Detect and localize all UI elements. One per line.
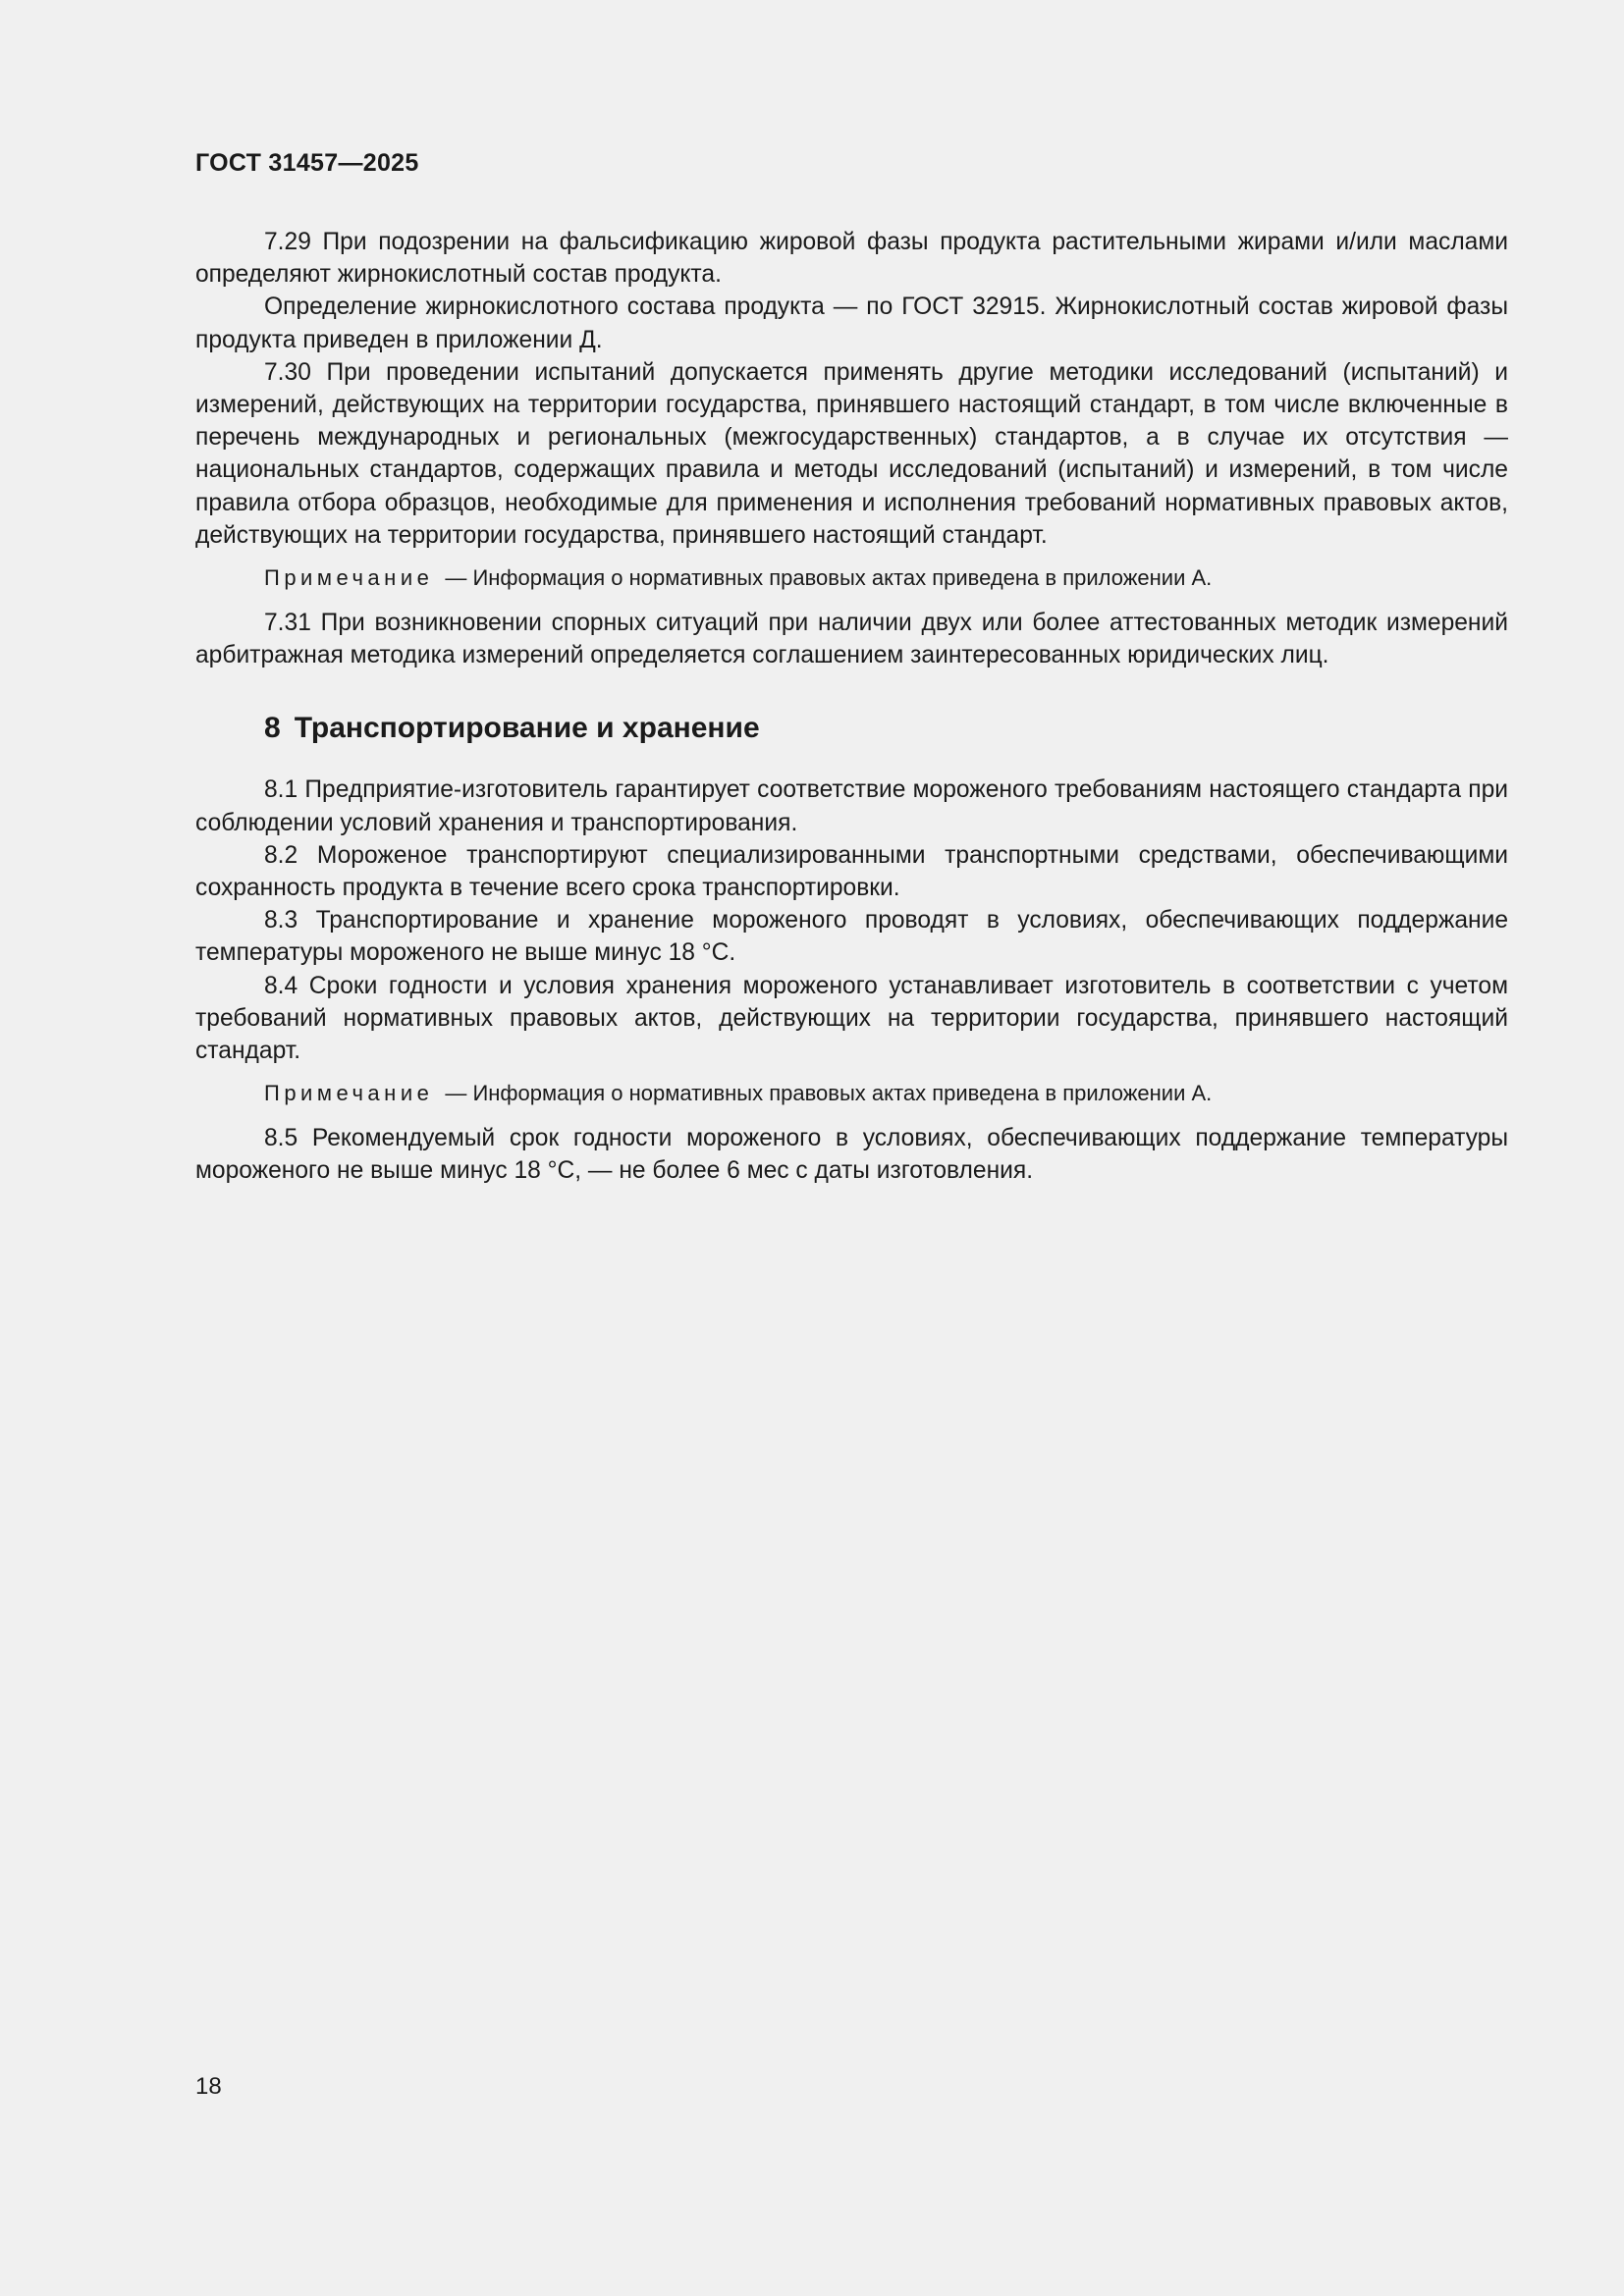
note-1 [195, 563, 1508, 593]
paragraph-7-29-continued: Определение жирнокислотного состава продукта — по ГОСТ 32915. Жирнокислотный состав жировой фазы продукта приведен в приложении Д. [195, 294, 1508, 353]
note-label: Примечание [264, 1081, 434, 1106]
note-label: Примечание [264, 565, 434, 591]
note-2 [195, 1079, 1508, 1108]
paragraph-7-30: 7.30 При проведении испытаний допускается применять другие методики исследований (испытаний) и измерений, действующих на территории государства, принявшего настоящий стандарт, в том числе включенные в перечень международных и региональных (межгосударственных) стандартов, а в случае их отсутствия — национальных стандартов, содержащих правила и методы исследований (испытаний) и измерений, в том числе правила отбора образцов, необходимые для применения и исполнения требований нормативных правовых актов, действующих на территории государства, принявшего настоящий стандарт. [195, 358, 1508, 549]
note-text: — Информация о нормативных правовых актах приведена в приложении А. [445, 1081, 1213, 1106]
section-number: 8 [264, 712, 281, 745]
paragraph-8-3: 8.3 Транспортирование и хранение мороженого проводят в условиях, обеспечивающих поддержание температуры мороженого не выше минус 18 °С. [195, 907, 1508, 967]
paragraph-8-2: 8.2 Мороженое транспортируют специализированными транспортными средствами, обеспечивающими сохранность продукта в течение всего срока транспортировки. [195, 841, 1508, 902]
page-number: 18 [195, 2073, 222, 2100]
section-title: Транспортирование и хранение [294, 712, 760, 745]
document-header: ГОСТ 31457—2025 [195, 149, 419, 177]
paragraph-7-31: 7.31 При возникновении спорных ситуаций при наличии двух или более аттестованных методик измерений арбитражная методика измерений определяется соглашением заинтересованных юридических лиц. [195, 610, 1508, 669]
note-text: — Информация о нормативных правовых актах приведена в приложении А. [445, 565, 1213, 591]
paragraph-8-5: 8.5 Рекомендуемый срок годности мороженого в условиях, обеспечивающих поддержание температуры мороженого не выше минус 18 °С, — не более 6 мес с даты изготовления. [195, 1125, 1508, 1185]
paragraph-8-1: 8.1 Предприятие-изготовитель гарантирует соответствие мороженого требованиям настоящего стандарта при соблюдении условий хранения и транспортирования. [195, 776, 1508, 836]
section-heading [195, 709, 1508, 748]
paragraph-7-29: 7.29 При подозрении на фальсификацию жировой фазы продукта растительными жирами и/или маслами определяют жирнокислотный состав продукта. [195, 229, 1508, 289]
paragraph-8-4: 8.4 Сроки годности и условия хранения мороженого устанавливает изготовитель в соответствии с учетом требований нормативных правовых актов, действующих на территории государства, принявшего настоящий стандарт. [195, 972, 1508, 1065]
document-body [195, 226, 1508, 1188]
